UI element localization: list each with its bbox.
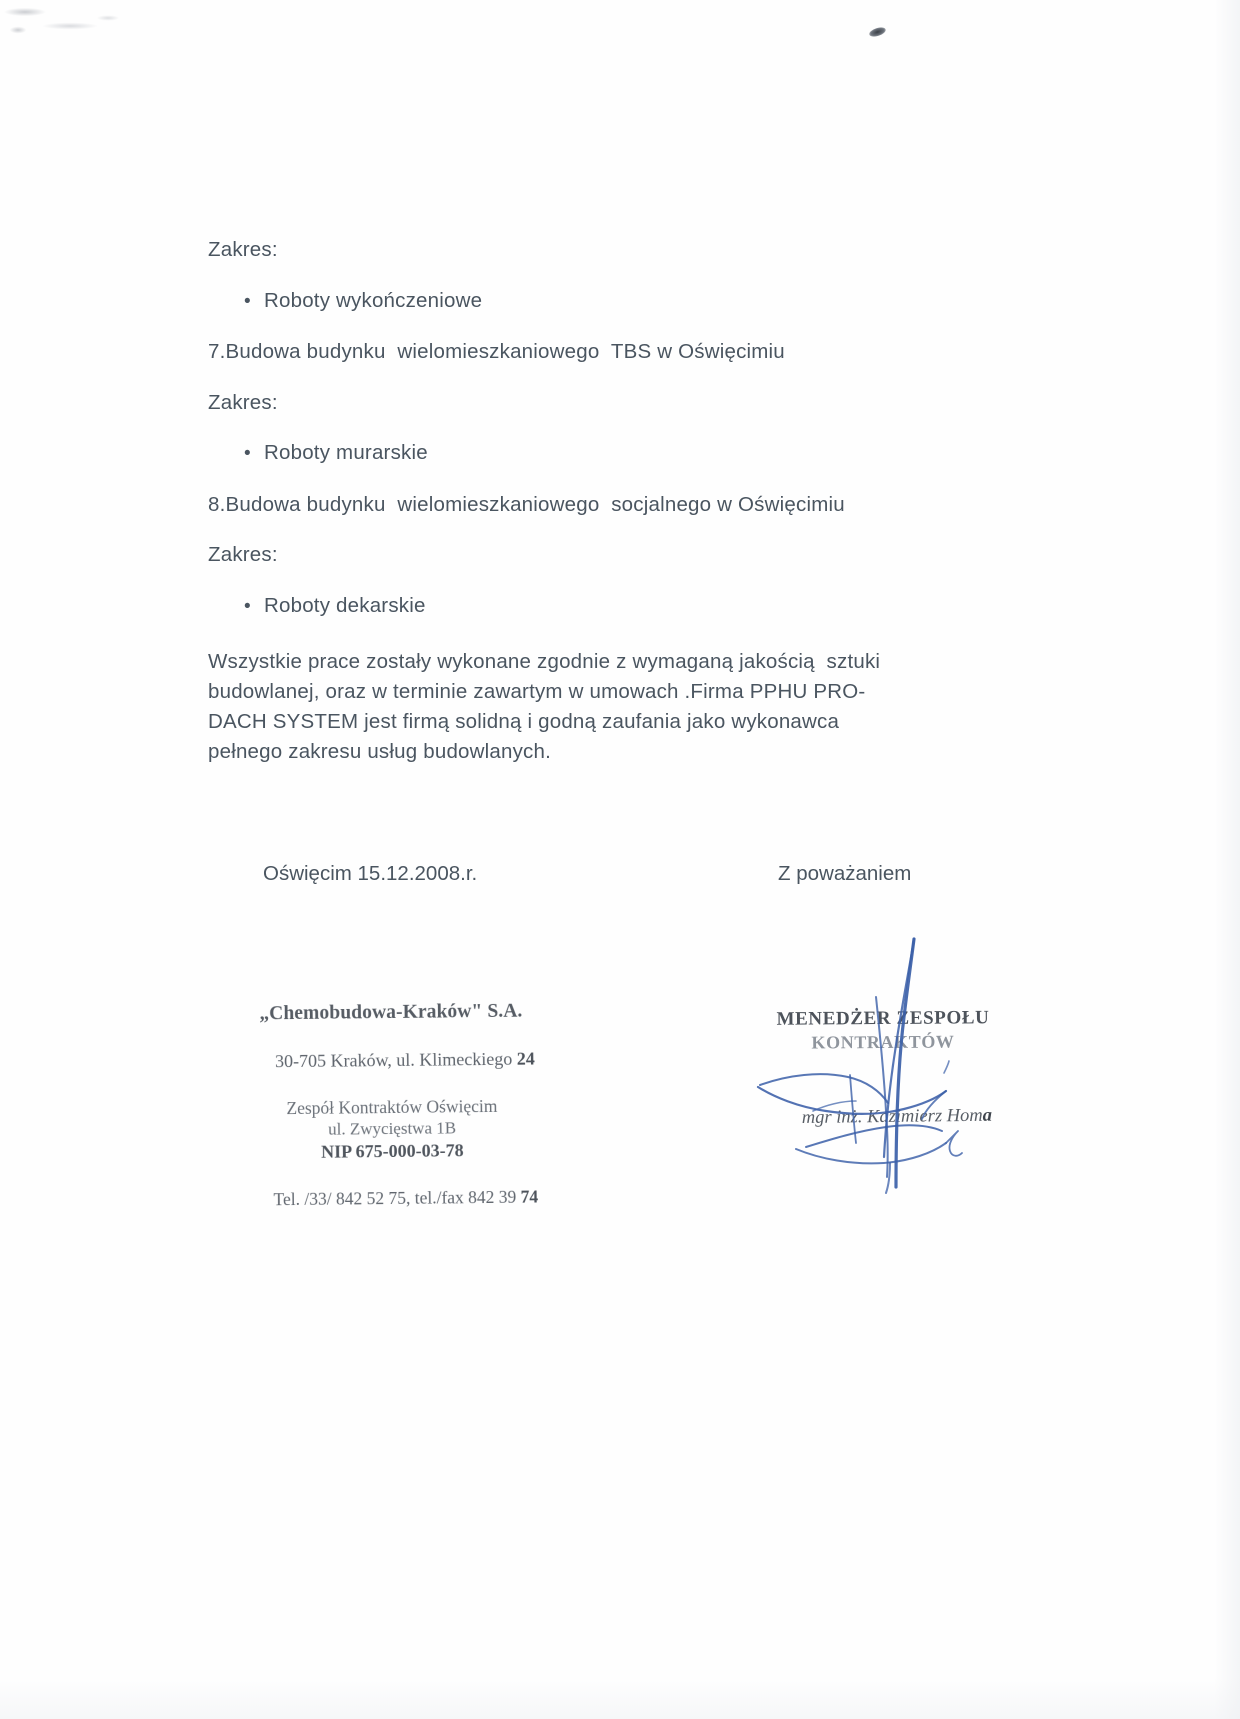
zakres-label-1: Zakres: (208, 238, 278, 261)
stamp-department: Zespół Kontraktów Oświęcim (286, 1095, 498, 1118)
stamp-street: ul. Zwycięstwa 1B (328, 1118, 457, 1139)
stamp-address-line (221, 1024, 562, 1098)
company-stamp (221, 998, 563, 1234)
bullet-dot-icon: • (244, 290, 251, 312)
paragraph-line-2: budowlanej, oraz w terminie zawartym w umowach .Firma PPHU PRO- (208, 680, 866, 703)
place-and-date: Oświęcim 15.12.2008.r. (263, 862, 478, 885)
bullet-item-1 (244, 288, 968, 312)
stamp-phone-line (223, 1162, 564, 1234)
signature-title-line-1: MENEDŻER ZESPOŁU (776, 1007, 990, 1030)
document-body (208, 240, 968, 767)
numbered-item-7: 7.Budowa budynku wielomieszkaniowego TBS w Oświęcimiu (208, 340, 785, 363)
regards-text: Z poważaniem (778, 862, 912, 885)
bullet-label-2: Roboty murarskie (264, 441, 428, 464)
stamp-address-number: 24 (516, 1048, 535, 1069)
stamp-phone-text: Tel. /33/ 842 52 75, tel./fax 842 39 (273, 1186, 521, 1209)
bullet-dot-icon: • (244, 443, 251, 464)
signature-title-line-2: KONTRAKTÓW (811, 1031, 955, 1053)
stamp-address-text: 30-705 Kraków, ul. Klimeckiego (274, 1048, 517, 1071)
bullet-item-3 (244, 593, 968, 617)
signature-name-suffix: a (982, 1105, 993, 1126)
scan-edge-shadow-right (1214, 0, 1240, 1719)
scan-edge-shadow-bottom (0, 1679, 1240, 1719)
numbered-item-8: 8.Budowa budynku wielomieszkaniowego socjalnego w Oświęcimiu (208, 492, 845, 516)
bullet-label-3: Roboty dekarskie (264, 593, 426, 617)
scan-artifact-top-left (0, 0, 150, 60)
zakres-label-3: Zakres: (208, 543, 278, 566)
zakres-label-2: Zakres: (208, 390, 278, 414)
bullet-dot-icon: • (244, 595, 251, 617)
scan-speck-artifact (868, 26, 887, 39)
stamp-phone-number: 74 (520, 1185, 539, 1207)
closing-paragraph (208, 647, 968, 767)
bullet-label-1: Roboty wykończeniowe (264, 288, 483, 312)
signature-name-prefix: mgr inż. (801, 1107, 868, 1128)
paragraph-line-1: Wszystkie prace zostały wykonane zgodnie z wymaganą jakością sztuki (208, 650, 881, 673)
paragraph-line-3: DACH SYSTEM jest firmą solidną i godną zaufania jako wykonawca (208, 710, 840, 733)
bullet-item-2 (244, 443, 968, 464)
signature-stamp (718, 1008, 1048, 1198)
signature-name (718, 1084, 1049, 1151)
signature-name-main: Kazimierz Hom (866, 1105, 983, 1128)
paragraph-line-4: pełnego zakresu usług budowlanych. (208, 740, 551, 763)
stamp-nip: NIP 675-000-03-78 (321, 1140, 464, 1163)
stamp-company-name: „Chemobudowa-Kraków" S.A. (259, 1000, 523, 1025)
